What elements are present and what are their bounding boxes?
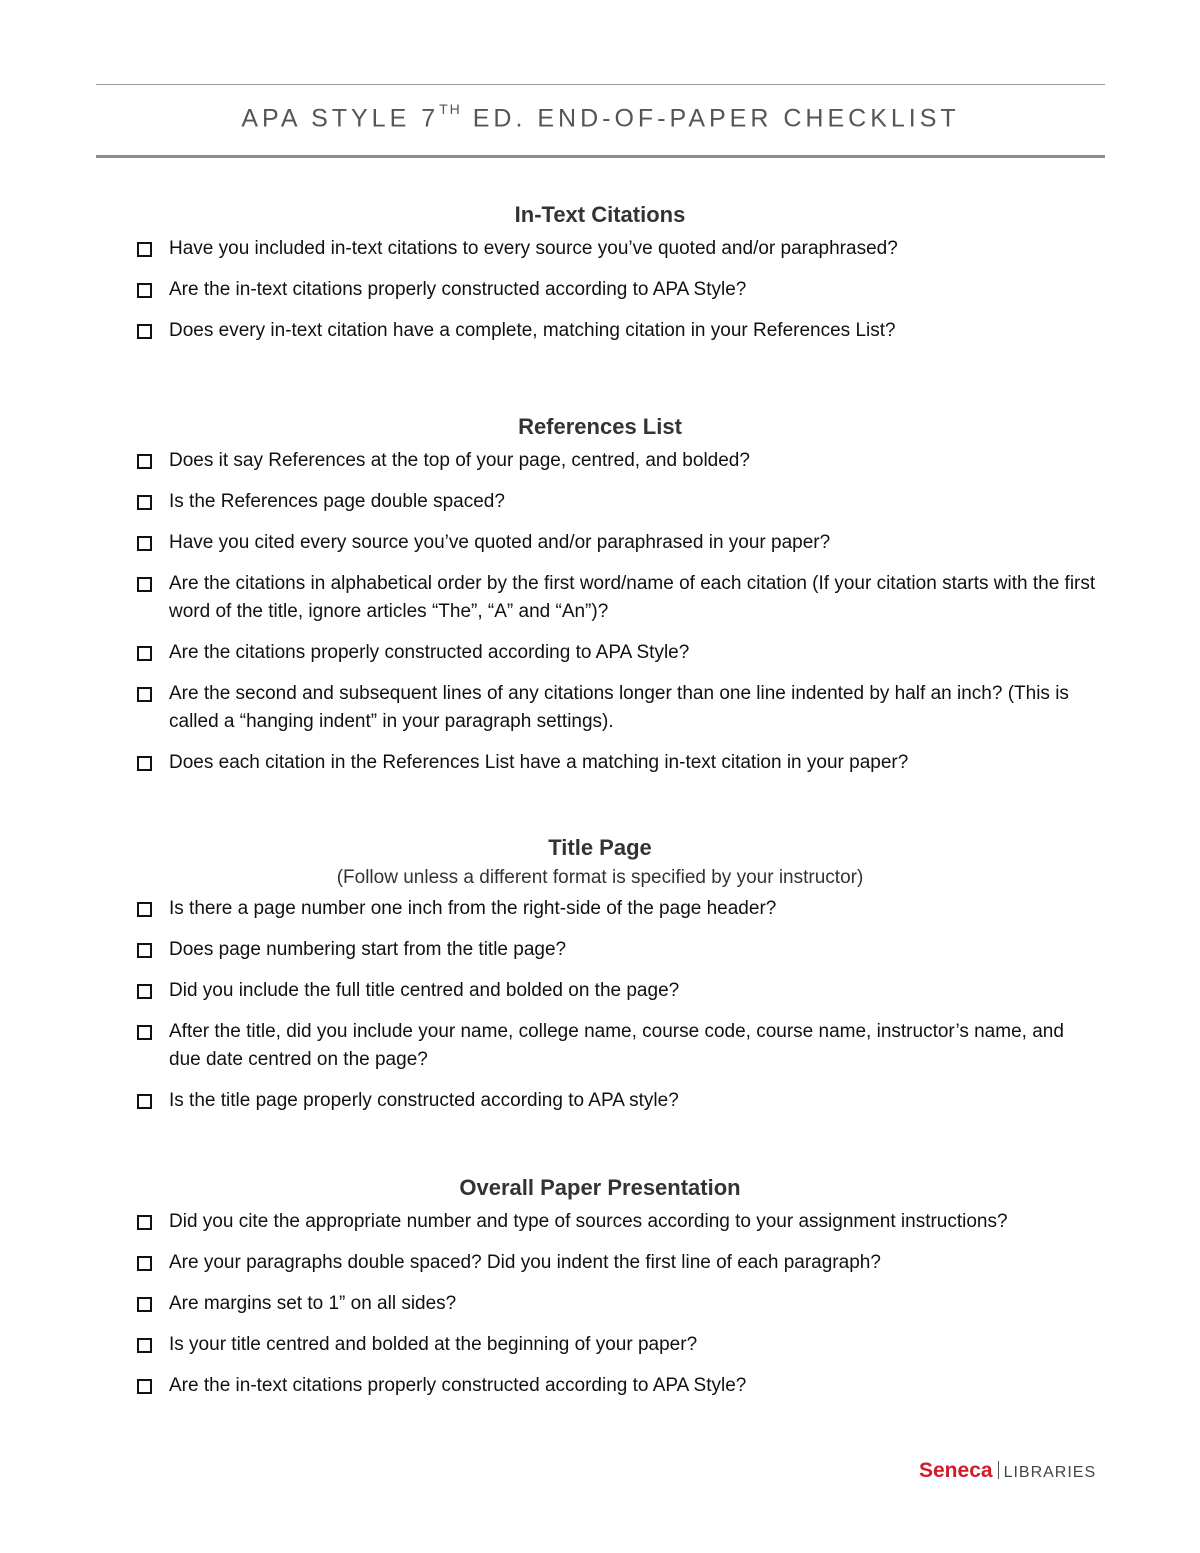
checklist-item[interactable]: Are your paragraphs double spaced? Did you indent the first line of each paragraph?	[0, 1249, 1200, 1277]
checklist-item[interactable]: Are the citations in alphabetical order by the first word/name of each citation (If your citation starts with the first word of the title, ignore articles “The”, “A” and “An”)?	[0, 570, 1200, 626]
checklist-item[interactable]: After the title, did you include your name, college name, course code, course name, instructor’s name, and due date centred on the page?	[0, 1018, 1200, 1074]
logo-brand: Seneca	[919, 1459, 993, 1482]
checkbox-icon[interactable]	[137, 577, 152, 592]
section-heading: References List	[518, 414, 682, 439]
checklist	[0, 235, 1200, 345]
checklist-item[interactable]: Does each citation in the References List have a matching in-text citation in your paper?	[0, 749, 1200, 777]
checkbox-icon[interactable]	[137, 242, 152, 257]
checklist-item[interactable]: Are margins set to 1” on all sides?	[0, 1290, 1200, 1318]
section-in-text-citations	[0, 200, 1200, 358]
checklist-item[interactable]: Are the second and subsequent lines of any citations longer than one line indented by half an inch? (This is called a “hanging indent” in your paragraph settings).	[0, 680, 1200, 736]
checklist-item[interactable]: Is the References page double spaced?	[0, 488, 1200, 516]
checkbox-icon[interactable]	[137, 646, 152, 661]
document-title: APA STYLE 7TH ED. END-OF-PAPER CHECKLIST	[241, 101, 960, 133]
checklist-item[interactable]: Are the in-text citations properly constructed according to APA Style?	[0, 1372, 1200, 1400]
seneca-libraries-logo	[919, 1456, 1096, 1486]
checkbox-icon[interactable]	[137, 536, 152, 551]
logo-libraries: LIBRARIES	[1003, 1464, 1097, 1481]
checklist	[0, 895, 1200, 1115]
checklist-item[interactable]: Does page numbering start from the title page?	[0, 936, 1200, 964]
section-heading: Overall Paper Presentation	[459, 1175, 741, 1200]
section-heading: In-Text Citations	[514, 202, 686, 227]
checkbox-icon[interactable]	[137, 1297, 152, 1312]
checklist-item[interactable]: Is the title page properly constructed according to APA style?	[0, 1087, 1200, 1115]
section-references-list	[0, 412, 1200, 790]
checkbox-icon[interactable]	[137, 1256, 152, 1271]
bottom-rule	[96, 155, 1105, 158]
checklist-item[interactable]: Did you include the full title centred and bolded on the page?	[0, 977, 1200, 1005]
checkbox-icon[interactable]	[137, 943, 152, 958]
section-overall-paper-presentation	[0, 1173, 1200, 1413]
section-subheading: (Follow unless a different format is specified by your instructor)	[336, 867, 864, 888]
checkbox-icon[interactable]	[137, 1215, 152, 1230]
checkbox-icon[interactable]	[137, 902, 152, 917]
checklist	[0, 447, 1200, 777]
checkbox-icon[interactable]	[137, 1338, 152, 1353]
logo-divider	[998, 1461, 999, 1479]
checklist-item[interactable]: Does every in-text citation have a complete, matching citation in your References List?	[0, 317, 1200, 345]
section-heading: Title Page	[548, 835, 652, 860]
checklist	[0, 1208, 1200, 1400]
top-rule	[96, 84, 1105, 85]
checkbox-icon[interactable]	[137, 756, 152, 771]
checkbox-icon[interactable]	[137, 283, 152, 298]
checklist-item[interactable]: Is your title centred and bolded at the beginning of your paper?	[0, 1331, 1200, 1359]
checklist-item[interactable]: Are the in-text citations properly constructed according to APA Style?	[0, 276, 1200, 304]
title-superscript: TH	[439, 101, 462, 117]
checkbox-icon[interactable]	[137, 324, 152, 339]
checkbox-icon[interactable]	[137, 454, 152, 469]
checkbox-icon[interactable]	[137, 687, 152, 702]
checklist-item[interactable]: Is there a page number one inch from the right-side of the page header?	[0, 895, 1200, 923]
checklist-item[interactable]: Did you cite the appropriate number and type of sources according to your assignment instructions?	[0, 1208, 1200, 1236]
checklist-item[interactable]: Have you included in-text citations to every source you’ve quoted and/or paraphrased?	[0, 235, 1200, 263]
checkbox-icon[interactable]	[137, 495, 152, 510]
checkbox-icon[interactable]	[137, 1379, 152, 1394]
section-title-page	[0, 833, 1200, 1128]
checkbox-icon[interactable]	[137, 984, 152, 999]
checklist-item[interactable]: Are the citations properly constructed according to APA Style?	[0, 639, 1200, 667]
checkbox-icon[interactable]	[137, 1025, 152, 1040]
checklist-item[interactable]: Have you cited every source you’ve quoted and/or paraphrased in your paper?	[0, 529, 1200, 557]
checkbox-icon[interactable]	[137, 1094, 152, 1109]
checklist-item[interactable]: Does it say References at the top of your page, centred, and bolded?	[0, 447, 1200, 475]
